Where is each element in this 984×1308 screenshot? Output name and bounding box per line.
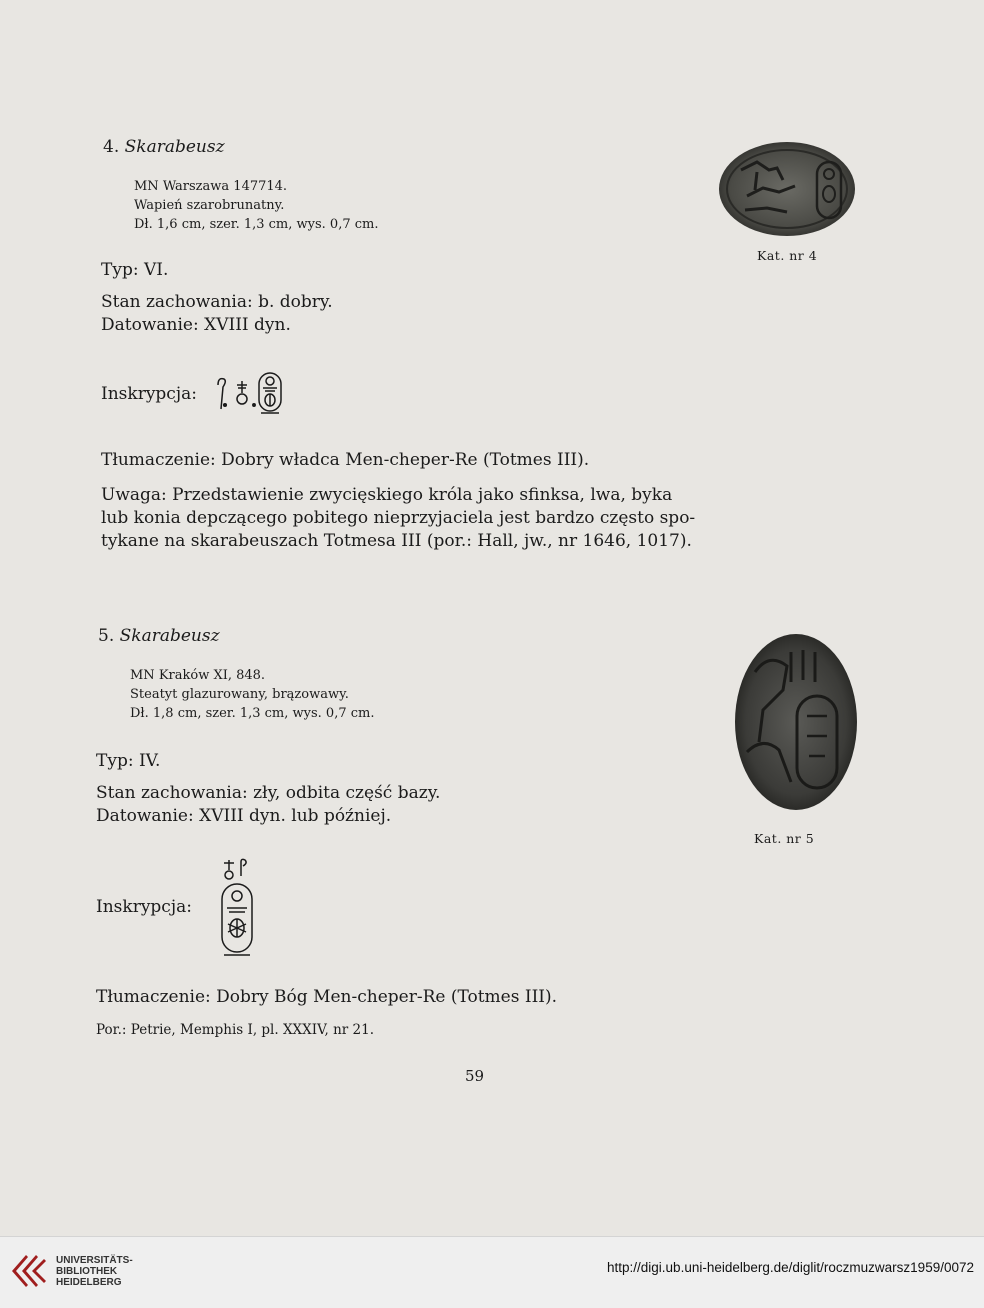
entry4-inscription-glyphs (212, 367, 288, 417)
logo-line-2: BIBLIOTHEK (56, 1266, 118, 1277)
entry5-number: 5. (98, 626, 115, 646)
entry5-inscription-glyphs (212, 856, 264, 960)
entry5-inskrypcja: Inskrypcja: (96, 897, 192, 917)
caption-kat-5: Kat. nr 5 (754, 831, 815, 846)
entry5-tlumaczenie: Tłumaczenie: Dobry Bóg Men-cheper-Re (Totmes III). (96, 987, 558, 1007)
entry5-title: Skarabeusz (119, 626, 220, 646)
entry5-meta (130, 666, 374, 723)
entry4-uwaga-line-3: tykane na skarabeuszach Totmesa III (por.: Hall, jw., nr 1646, 1017). (101, 531, 692, 551)
entry4-uwaga-line-1: Uwaga: Przedstawienie zwycięskiego króla jako sfinksa, lwa, byka (101, 485, 673, 505)
entry4-number: 4. (103, 137, 120, 157)
entry4-uwaga-line-2: lub konia depczącego pobitego nieprzyjaciela jest bardzo często spo- (101, 508, 696, 528)
entry4-typ: Typ: VI. (101, 260, 169, 280)
entry4-datowanie: Datowanie: XVIII dyn. (101, 315, 291, 335)
university-library-logo-icon (8, 1247, 48, 1295)
entry5-datowanie: Datowanie: XVIII dyn. lub później. (96, 806, 392, 826)
entry5-typ: Typ: IV. (96, 751, 161, 771)
entry4-dimensions: Dł. 1,6 cm, szer. 1,3 cm, wys. 0,7 cm. (134, 217, 379, 232)
entry4-stan: Stan zachowania: b. dobry. (101, 292, 333, 312)
entry4-uwaga (101, 484, 695, 553)
scarab-photo-5 (733, 632, 859, 812)
entry4-tlumaczenie: Tłumaczenie: Dobry władca Men-cheper-Re (Totmes III). (101, 450, 590, 470)
entry5-museum: MN Kraków XI, 848. (130, 668, 266, 683)
entry5-dimensions: Dł. 1,8 cm, szer. 1,3 cm, wys. 0,7 cm. (130, 706, 375, 721)
entry5-por: Por.: Petrie, Memphis I, pl. XXXIV, nr 21. (96, 1022, 374, 1038)
digital-library-footer (0, 1236, 984, 1308)
entry4-museum: MN Warszawa 147714. (134, 179, 288, 194)
entry4-material: Wapień szarobrunatny. (134, 198, 285, 213)
caption-kat-4: Kat. nr 4 (757, 248, 818, 263)
scarab-photo-4 (717, 140, 857, 238)
logo-line-3: HEIDELBERG (56, 1277, 122, 1288)
entry5-material: Steatyt glazurowany, brązowawy. (130, 687, 349, 702)
entry4-meta (134, 177, 378, 234)
logo-line-1: UNIVERSITÄTS- (56, 1255, 133, 1266)
entry4-inskrypcja: Inskrypcja: (101, 384, 197, 404)
entry5-heading (98, 626, 220, 646)
permalink-url[interactable]: http://digi.ub.uni-heidelberg.de/diglit/roczmuzwarsz1959/0072 (607, 1260, 974, 1275)
library-logo-text (56, 1255, 133, 1288)
entry4-heading (103, 137, 225, 157)
page-number: 59 (465, 1067, 485, 1085)
entry5-stan: Stan zachowania: zły, odbita część bazy. (96, 783, 441, 803)
entry4-title: Skarabeusz (124, 137, 225, 157)
